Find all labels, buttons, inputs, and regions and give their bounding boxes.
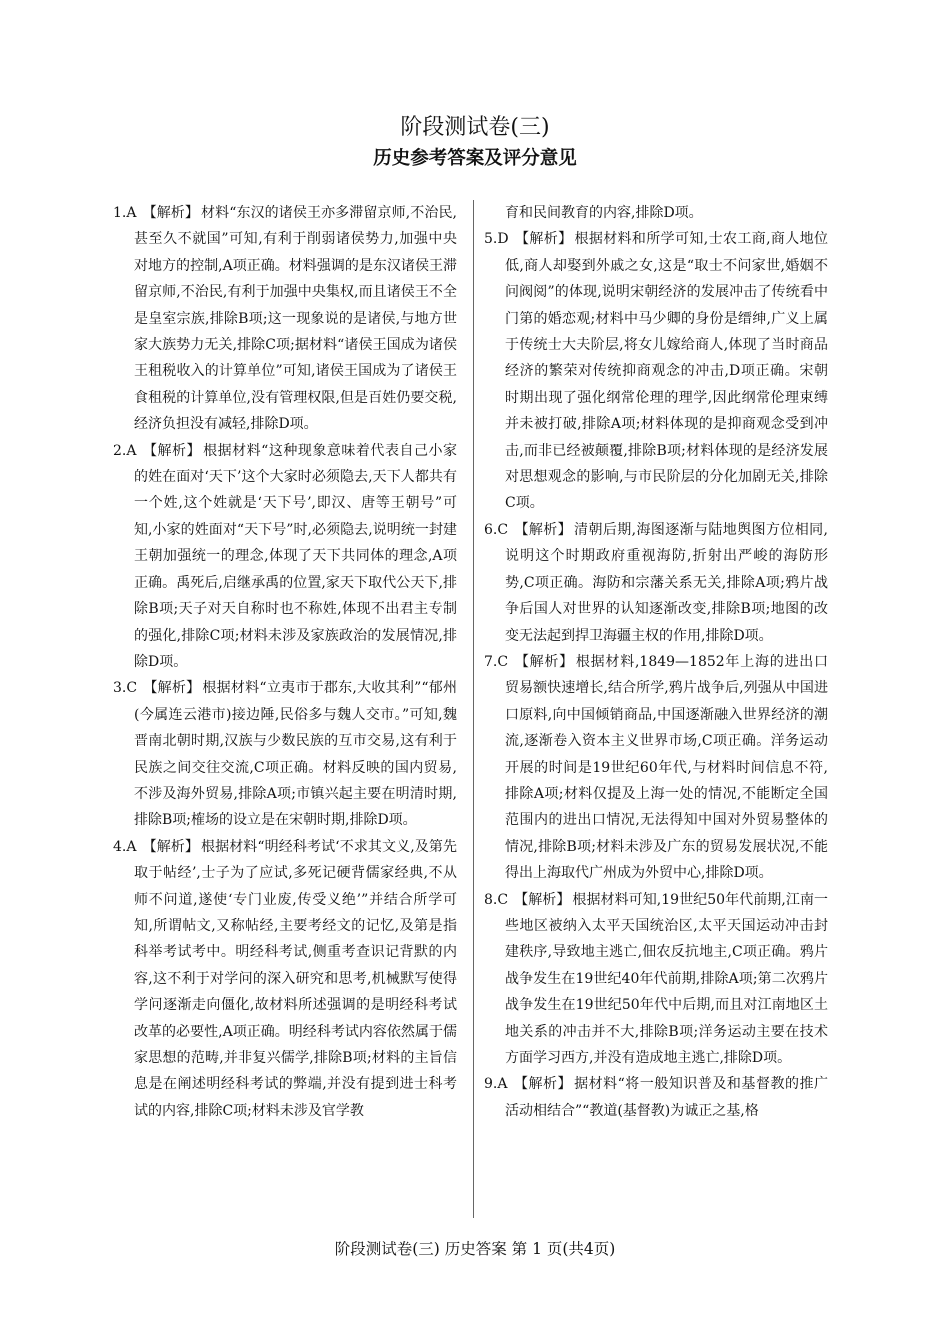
answer-item-4: 4.A 【解析】 根据材料“明经科考试‘不求其文义,及第先取于帖经’,士子为了应试,多死记硬背儒家经典,不从师不问道,遂使‘专门业废,传受义绝’”并结合所学可知,所谓帖文,又称帖经,主要考经文的记忆,及第是指科举考试考中。明经科考试,侧重考查识记背默的内容,这不利于对学问的深入研究和思考,机械默写使得学问逐渐走向僵化,故材料所述强调的是明经科考试改革的必要性,A项正确。明经科考试内容依然属于儒家思想的范畴,并非复兴儒学,排除B项;材料的主旨信息是在阐述明经科考试的弊端,并没有提到进士科考试的内容,排除C项;材料未涉及官学教	[113, 838, 457, 1119]
answer-choice: A	[126, 205, 137, 221]
answer-item-1: 1.A 【解析】 材料“东汉的诸侯王亦多滞留京师,不治民,甚至久不就国”可知,有利于削弱诸侯势力,加强中央对地方的控制,A项正确。材料强调的是东汉诸侯王滞留京师,不治民,有利于加强中央集权,而且诸侯王不全是皇室宗族,排除B项;这一现象说的是诸侯,与地方世家大族势力无关,排除C项;据材料“诸侯王国成为诸侯王租税收入的计算单位”可知,诸侯王国成为了诸侯王食租税的计算单位,没有管理权限,但是百姓仍要交税,经济负担没有减轻,排除D项。	[113, 205, 457, 433]
answer-text: 根据材料“明经科考试‘不求其文义,及第先取于帖经’,士子为了应试,多死记硬背儒家经典,不从师不问道,遂使‘专门业废,传受义绝’”并结合所学可知,所谓帖文,又称帖经,主要考经文的记忆,及第是指科举考试考中。明经科考试,侧重考查识记背默的内容,这不利于对学问的深入研究和思考,机械默写使得学问逐渐走向僵化,故材料所述强调的是明经科考试改革的必要性,A项正确。明经科考试内容依然属于儒家思想的范畴,并非复兴儒学,排除B项;材料的主旨信息是在阐述明经科考试的弊端,并没有提到进士科考试的内容,排除C项;材料未涉及官学教	[134, 838, 457, 1119]
analysis-tag: 【解析】	[514, 231, 573, 248]
analysis-tag: 【解析】	[514, 521, 573, 538]
analysis-tag: 【解析】	[514, 891, 571, 908]
answer-choice: A	[126, 838, 137, 855]
answer-item-5: 5.D 【解析】 根据材料和所学可知,士农工商,商人地位低,商人却娶到外戚之女,这是“取士不问家世,婚姻不问阀阅”的体现,说明宋朝经济的发展冲击了传统看中门第的婚恋观;材料中马少卿的身份是缙绅,广义上属于传统士大夫阶层,将女儿嫁给商人,体现了当时商品经济的繁荣对传统抑商观念的冲击,D项正确。宋朝时期出现了强化纲常伦理的理学,因此纲常伦理束缚并未被打破,排除A项;材料体现的是抑商观念受到冲击,而非已经被颠覆,排除B项;材料体现的是经济发展对思想观念的影响,与市民阶层的分化加剧无关,排除C项。	[484, 231, 829, 512]
answer-text: 材料“东汉的诸侯王亦多滞留京师,不治民,甚至久不就国”可知,有利于削弱诸侯势力,加强中央对地方的控制,A项正确。材料强调的是东汉诸侯王滞留京师,不治民,有利于加强中央集权,而且诸侯王不全是皇室宗族,排除B项;这一现象说的是诸侯,与地方世家大族势力无关,排除C项;据材料“诸侯王国成为诸侯王租税收入的计算单位”可知,诸侯王国成为了诸侯王食租税的计算单位,没有管理权限,但是百姓仍要交税,经济负担没有减轻,排除D项。	[134, 205, 457, 433]
answer-choice: D	[497, 231, 509, 248]
analysis-tag: 【解析】	[514, 653, 574, 670]
right-column	[484, 200, 828, 1124]
answer-text: 根据材料可知,19世纪50年代前期,江南一些地区被纳入太平天国统治区,太平天国运动冲击封建秩序,导致地主逃亡,佃农反抗地主,C项正确。鸦片战争发生在19世纪40年代前期,排除A项;第二次鸦片战争发生在19世纪50年代中后期,而且对江南地区土地关系的冲击并不大,排除B项;洋务运动主要在技术方面学习西方,并没有造成地主逃亡,排除D项。	[505, 891, 829, 1066]
page-subtitle: 历史参考答案及评分意见	[373, 148, 577, 169]
answer-item-9: 9.A 【解析】 据材料“将一般知识普及和基督教的推广活动相结合”“教道(基督教)为诚正之基,格	[484, 1076, 829, 1119]
answer-item-2: 2.A 【解析】 根据材料“这种现象意味着代表自己小家的姓在面对‘天下’这个大家时必须隐去,天下人都共有一个姓,这个姓就是‘天下号’,即汉、唐等王朝号”可知,小家的姓面对“天下号”时,必须隐去,说明统一封建王朝加强统一的理念,体现了天下共同体的理念,A项正确。禹死后,启继承禹的位置,家天下取代公天下,排除B项;天子对天自称时也不称姓,体现不出君主专制的强化,排除C项;材料未涉及家族政治的发展情况,排除D项。	[113, 442, 458, 670]
analysis-tag: 【解析】	[142, 442, 202, 459]
page-title: 阶段测试卷(三)	[400, 115, 550, 140]
answer-text: 根据材料和所学可知,士农工商,商人地位低,商人却娶到外戚之女,这是“取士不问家世,婚姻不问阀阅”的体现,说明宋朝经济的发展冲击了传统看中门第的婚恋观;材料中马少卿的身份是缙绅,广义上属于传统士大夫阶层,将女儿嫁给商人,体现了当时商品经济的繁荣对传统抑商观念的冲击,D项正确。宋朝时期出现了强化纲常伦理的理学,因此纲常伦理束缚并未被打破,排除A项;材料体现的是抑商观念受到冲击,而非已经被颠覆,排除B项;材料体现的是经济发展对思想观念的影响,与市民阶层的分化加剧无关,排除C项。	[505, 231, 829, 512]
answer-choice: A	[497, 1076, 508, 1093]
analysis-tag: 【解析】	[142, 205, 199, 221]
answer-choice: C	[497, 653, 509, 670]
answer-choice: C	[497, 521, 509, 538]
answer-text: 根据材料“这种现象意味着代表自己小家的姓在面对‘天下’这个大家时必须隐去,天下人都共有一个姓,这个姓就是‘天下号’,即汉、唐等王朝号”可知,小家的姓面对“天下号”时,必须隐去,说明统一封建王朝加强统一的理念,体现了天下共同体的理念,A项正确。禹死后,启继承禹的位置,家天下取代公天下,排除B项;天子对天自称时也不称姓,体现不出君主专制的强化,排除C项;材料未涉及家族政治的发展情况,排除D项。	[134, 442, 458, 670]
answer-item-4-continued: 育和民间教育的内容,排除D项。	[505, 205, 703, 221]
answer-choice: C	[126, 680, 138, 697]
analysis-tag: 【解析】	[142, 838, 199, 855]
answer-choice: C	[497, 891, 509, 908]
left-column	[113, 200, 457, 1124]
answer-choice: A	[126, 442, 137, 459]
column-divider	[473, 200, 474, 1218]
answer-item-6: 6.C 【解析】 清朝后期,海图逐渐与陆地舆图方位相同,说明这个时期政府重视海防,折射出严峻的海防形势,C项正确。海防和宗藩关系无关,排除A项;鸦片战争后国人对世界的认知逐渐改变,排除B项;地图的改变无法起到捍卫海疆主权的作用,排除D项。	[484, 521, 829, 644]
answer-item-7: 7.C 【解析】 根据材料,1849—1852年上海的进出口贸易额快速增长,结合所学,鸦片战争后,列强从中国进口原料,向中国倾销商品,中国逐渐融入世界经济的潮流,逐渐卷入资本主义世界市场,C项正确。洋务运动开展的时间是19世纪60年代,与材料时间信息不符,排除A项;材料仅提及上海一处的情况,不能断定全国范围内的进出口情况,无法得知中国对外贸易整体的情况,排除B项;材料未涉及广东的贸易发展状况,不能得出上海取代广州成为外贸中心,排除D项。	[484, 653, 829, 882]
answer-text: 据材料“将一般知识普及和基督教的推广活动相结合”“教道(基督教)为诚正之基,格	[505, 1076, 829, 1119]
answer-item-3: 3.C 【解析】 根据材料“立夷市于郡东,大收其利”“郁州(今属连云港市)接边陲,民俗多与魏人交市。”可知,魏晋南北朝时期,汉族与少数民族的互市交易,这有利于民族之间交往交流,C项正确。材料反映的国内贸易,不涉及海外贸易,排除A项;市镇兴起主要在明清时期,排除B项;榷场的设立是在宋朝时期,排除D项。	[113, 680, 458, 829]
answer-text: 根据材料“立夷市于郡东,大收其利”“郁州(今属连云港市)接边陲,民俗多与魏人交市。”可知,魏晋南北朝时期,汉族与少数民族的互市交易,这有利于民族之间交往交流,C项正确。材料反映的国内贸易,不涉及海外贸易,排除A项;市镇兴起主要在明清时期,排除B项;榷场的设立是在宋朝时期,排除D项。	[134, 680, 458, 829]
answer-text: 根据材料,1849—1852年上海的进出口贸易额快速增长,结合所学,鸦片战争后,列强从中国进口原料,向中国倾销商品,中国逐渐融入世界经济的潮流,逐渐卷入资本主义世界市场,C项正确。洋务运动开展的时间是19世纪60年代,与材料时间信息不符,排除A项;材料仅提及上海一处的情况,不能断定全国范围内的进出口情况,无法得知中国对外贸易整体的情况,排除B项;材料未涉及广东的贸易发展状况,不能得出上海取代广州成为外贸中心,排除D项。	[505, 653, 829, 882]
analysis-tag: 【解析】	[143, 680, 201, 697]
answer-item-8: 8.C 【解析】 根据材料可知,19世纪50年代前期,江南一些地区被纳入太平天国统治区,太平天国运动冲击封建秩序,导致地主逃亡,佃农反抗地主,C项正确。鸦片战争发生在19世纪40年代前期,排除A项;第二次鸦片战争发生在19世纪50年代中后期,而且对江南地区土地关系的冲击并不大,排除B项;洋务运动主要在技术方面学习西方,并没有造成地主逃亡,排除D项。	[484, 891, 829, 1066]
page-footer: 阶段测试卷(三) 历史答案 第 1 页(共4页)	[334, 1240, 616, 1258]
answer-text: 清朝后期,海图逐渐与陆地舆图方位相同,说明这个时期政府重视海防,折射出严峻的海防形势,C项正确。海防和宗藩关系无关,排除A项;鸦片战争后国人对世界的认知逐渐改变,排除B项;地图的改变无法起到捍卫海疆主权的作用,排除D项。	[505, 521, 829, 644]
analysis-tag: 【解析】	[513, 1076, 573, 1093]
